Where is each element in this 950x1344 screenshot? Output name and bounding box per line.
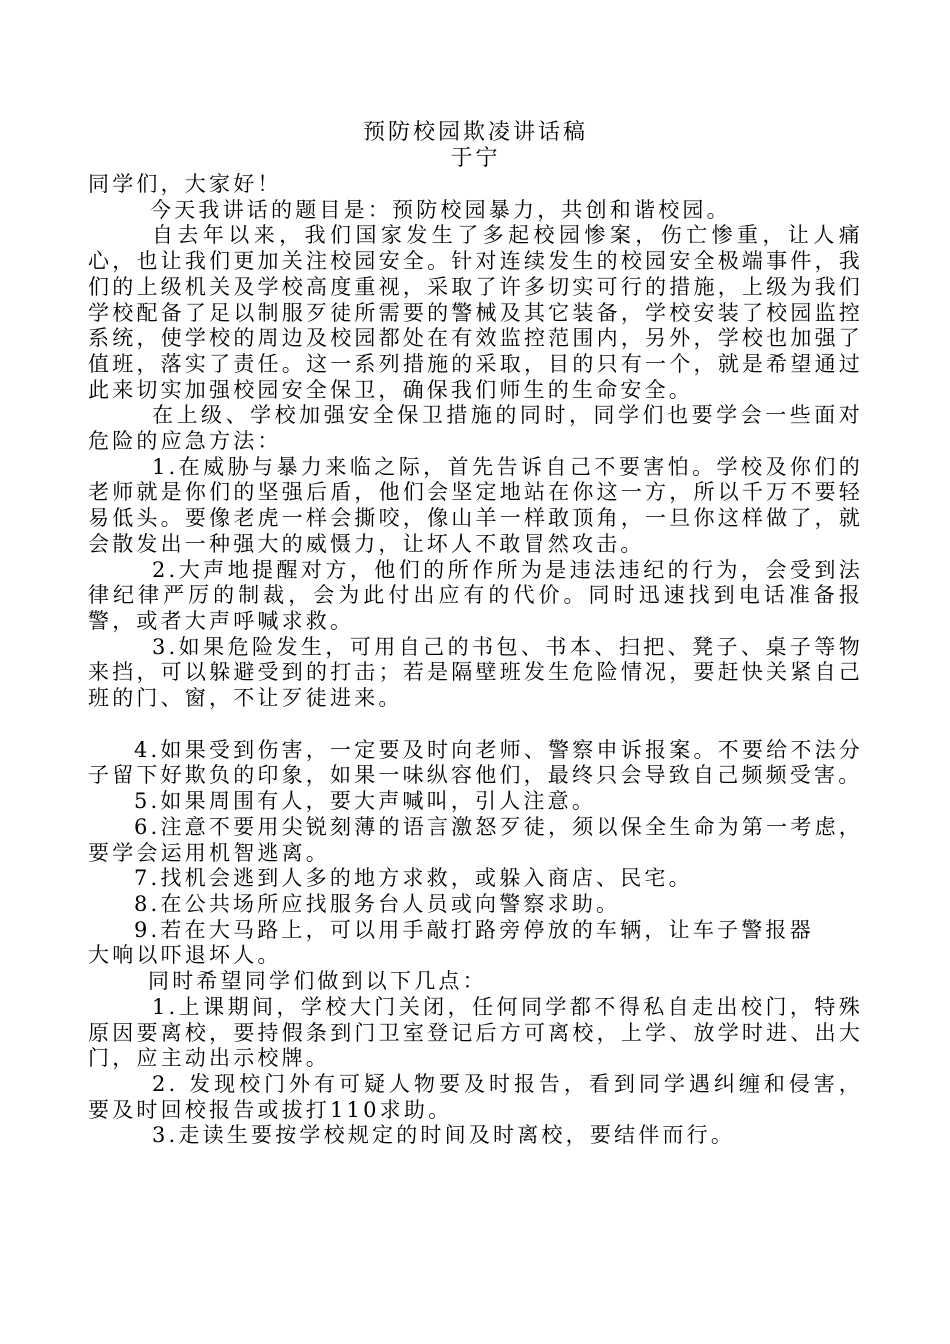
list-item: 1.在威胁与暴力来临之际，首先告诉自己不要害怕。学校及你们的老师就是你们的坚强后盾，他们会坚定地站在你这一方，所以千万不要轻易低头。要像老虎一样会撕咬，像山羊一样敢顶角，一旦你这样做了，就会散发出一种强大的威慑力，让坏人不敢冒然攻击。: [88, 454, 863, 556]
greeting: 同学们，大家好！: [88, 172, 282, 196]
document-title: 预防校园欺凌讲话稿: [362, 120, 588, 145]
paragraph-background: 自去年以来，我们国家发生了多起校园惨案，伤亡惨重，让人痛心，也让我们更加关注校园安全。针对连续发生的校园安全极端事件，我们的上级机关及学校高度重视，采取了许多切实可行的措施，上级为我们学校配备了足以制服歹徒所需要的警械及其它装备，学校安装了校园监控系统，使学校的周边及校园都处在有效监控范围内，另外，学校也加强了值班，落实了责任。这一系列措施的采取，目的只有一个，就是希望通过此来切实加强校园安全保卫，确保我们师生的生命安全。: [88, 223, 863, 402]
document-page: [88, 120, 863, 1149]
list-item: 2. 发现校门外有可疑人物要及时报告，看到同学遇纠缠和侵害，要及时回校报告或拔打110求助。: [88, 1071, 863, 1122]
list-item: 9.若在大马路上，可以用手敲打路旁停放的车辆，让车子警报器: [134, 917, 814, 942]
list-item: 4.如果受到伤害，一定要及时向老师、警察申诉报案。不要给不法分子留下好欺负的印象，如果一味纵容他们，最终只会导致自己频频受害。: [88, 737, 863, 788]
paragraph-emergency-intro: 在上级、学校加强安全保卫措施的同时，同学们也要学会一些面对危险的应急方法：: [88, 403, 863, 454]
list-item: 3.如果危险发生，可用自己的书包、书本、扫把、凳子、桌子等物来挡，可以躲避受到的打击；若是隔壁班发生危险情况，要赶快关紧自己班的门、窗，不让歹徒进来。: [88, 634, 863, 711]
list-item: 6.注意不要用尖锐刻薄的语言激怒歹徒，须以保全生命为第一考虑，要学会运用机智逃离。: [88, 814, 863, 865]
paragraph-topic: 今天我讲话的题目是：预防校园暴力，共创和谐校园。: [150, 197, 731, 222]
list-item: 7.找机会逃到人多的地方求救，或躲入商店、民宅。: [134, 866, 693, 891]
list-item: 5.如果周围有人，要大声喊叫，引人注意。: [134, 789, 597, 814]
paragraph-requirements-intro: 同时希望同学们做到以下几点：: [148, 969, 487, 994]
blank-line: [88, 712, 863, 738]
list-item-continuation: 大响以吓退坏人。: [88, 943, 282, 968]
list-item: 2.大声地提醒对方，他们的所作所为是违法违纪的行为，会受到法律纪律严厉的制裁，会为此付出应有的代价。同时迅速找到电话准备报警，或者大声呼喊求救。: [88, 557, 863, 633]
document-author: 于宁: [450, 146, 501, 171]
list-item: 3.走读生要按学校规定的时间及时离校，要结伴而行。: [152, 1123, 736, 1148]
list-item: 8.在公共场所应找服务台人员或向警察求助。: [134, 891, 621, 916]
list-item: 1.上课期间，学校大门关闭，任何同学都不得私自走出校门，特殊原因要离校，要持假条到门卫室登记后方可离校，上学、放学时进、出大门，应主动出示校牌。: [88, 994, 863, 1071]
